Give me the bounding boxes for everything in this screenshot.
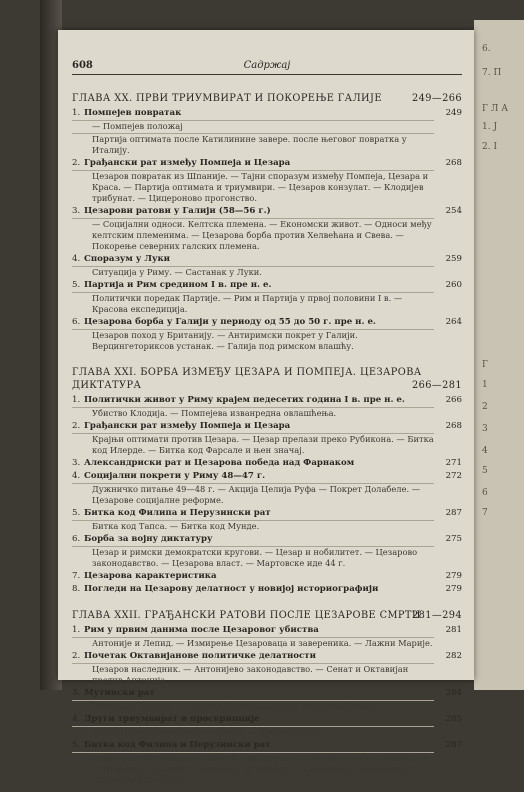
toc-entry-heading-row [72,688,462,699]
section-number: 6. [72,317,81,327]
section-number: 5. [72,508,81,518]
section-title: Споразум у Луки [84,254,171,264]
section-page-number: 279 [445,571,462,581]
section-subtopics: Битка код Мутине. — Сенат и Октавијан после Мутинске битке. [72,700,434,712]
toc-entry-heading-row [72,206,462,217]
adjacent-page-text: 2 [482,402,488,412]
section-subtopics: Дужничко питање 49—48 г. — Акција Целија Руфа — Покрет Долабеле. — Цезарове социјалне реформе. [72,483,434,506]
running-title: Садржај [243,60,291,71]
section-title: Битка код Филипа и Перузински рат [84,508,271,518]
chapter-title: ГЛАВА XX. ПРВИ ТРИУМВИРАТ И ПОКОРЕЊЕ ГАЛИЈЕ [72,93,382,104]
section-page-number: 284 [445,688,462,698]
section-page-number: 271 [445,458,462,468]
section-title: Грађански рат између Помпеја и Цезара [84,421,291,431]
section-page-number: 260 [445,280,462,290]
section-subtopics: Антоније и Лепид. — Измирење Цезароваца и завереника. — Лажни Марије. [72,637,434,649]
section-page-number: 254 [445,206,462,216]
toc-entry-heading-row [72,625,462,636]
adjacent-page-text: 4 [482,446,488,456]
toc-entry-heading-row [72,571,462,582]
section-number: 3. [72,688,81,698]
section-title: Цезарова борба у Галији у периоду од 55 до 50 г. пре н. е. [84,317,376,327]
toc-entry-heading-row [72,395,462,406]
section-title: Александриски рат и Цезарова победа над Фарнаком [84,458,355,468]
toc-entry [72,688,462,712]
toc-entry [72,108,462,156]
toc-entry [72,584,462,595]
section-title: Почетак Октавијанове политичке делатности [84,651,316,661]
toc-entry-heading-row [72,254,462,265]
section-subtopics: Битка код Тапса. — Битка код Мунде. [72,520,434,532]
toc-entry [72,534,462,569]
adjacent-page-text: 7 [482,508,488,518]
toc-entry-heading-row [72,317,462,328]
section-title: Цезарови ратови у Галији (58—56 г.) [84,206,271,216]
toc-entry-heading-row [72,534,462,545]
section-number: 2. [72,651,81,661]
section-number: 4. [72,471,81,481]
section-title: Рим у првим данима после Цезаровог убиства [84,625,319,635]
toc-entry [72,471,462,506]
section-subtopics: Крајњи оптимати против Цезара. — Цезар прелази преко Рубикона. — Битка код Илерде. — Битка код Фарсале и њен значај. [72,433,434,456]
toc-entry-heading-row [72,508,462,519]
section-page-number: 268 [445,421,462,431]
section-subtopics: Убиство Клодија. — Помпејева изванредна овлашћења. [72,407,434,419]
toc-entry [72,740,462,786]
section-page-number: 268 [445,158,462,168]
chapter-title: ГЛАВА XXI. БОРБА ИЗМЕЂУ ЦЕЗАРА И ПОМПЕЈА. ЦЕЗАРОВА ДИКТАТУРА [72,367,422,391]
section-page-number: 266 [445,395,462,405]
toc-entry [72,625,462,649]
chapter-page-range: 266—281 [412,380,462,391]
section-number: 8. [72,584,81,594]
toc-entry [72,280,462,315]
chapter-page-range: 281—294 [412,610,462,621]
section-subtopics: Цезар и римски демократски кругови. — Цезар и нобилитет. — Цезарово законодавство. — Цезарова власт. — Мартовске иде 44 г. [72,546,434,569]
section-subtopics: Политички поредак Партије. — Рим и Партија у првој половини I в. — Красова експедиција. [72,292,434,315]
toc-entry-heading-row [72,714,462,725]
section-subtopics: Цезаров поход у Британију. — Антиримски покрет у Галији. Верцингеториксов устанак. — Галија под римском влашћу. [72,329,434,352]
adjacent-page-text: 1 [482,380,488,390]
section-number: 4. [72,714,81,724]
section-page-number: 264 [445,317,462,327]
toc-entry [72,421,462,456]
section-title: Грађански рат између Помпеја и Цезара [84,158,291,168]
toc-entry [72,395,462,419]
chapter-page-range: 249—266 [412,93,462,104]
section-page-number: 287 [445,508,462,518]
section-number: 2. [72,158,81,168]
toc-entry-heading-row [72,421,462,432]
adjacent-page [474,20,524,690]
section-title: Мутински рат [84,688,155,698]
chapter-spacer [72,788,462,792]
section-subtopics: Ситуација у Риму. — Састанак у Луки. [72,266,434,278]
section-subtopics: Цезаров наследник. — Антонијево законодавство. — Сенат и Октавијан против Антонија. [72,663,434,686]
section-page-number: 281 [445,625,462,635]
section-subtopics: Tres viri rei publicae constituendae. — Проскрипције. [72,726,434,738]
adjacent-page-text: 3 [482,424,488,434]
section-title: Социјални покрети у Риму 48—47 г. [84,471,266,481]
section-number: 1. [72,625,81,635]
section-page-number: 279 [445,584,462,594]
toc-entry [72,714,462,738]
section-number: 4. [72,254,81,264]
chapter-spacer [72,597,462,601]
toc-entry-heading-row [72,584,462,595]
section-page-number: 282 [445,651,462,661]
adjacent-page-text: 6 [482,488,488,498]
adjacent-page-text: Г Л А [482,104,509,114]
section-subtopics: — Помпејев положај [72,120,434,132]
toc-entry-heading-row [72,471,462,482]
chapter-heading [72,366,462,392]
section-number: 6. [72,534,81,544]
toc-entry-heading-row [72,651,462,662]
section-page-number: 272 [445,471,462,481]
toc-entry [72,651,462,686]
section-number: 1. [72,108,81,118]
adjacent-page-text: 6. [482,44,491,54]
section-number: 5. [72,740,81,750]
adjacent-page-text: 7. П [482,68,502,78]
page-header [72,58,462,75]
section-number: 3. [72,206,81,216]
adjacent-page-text: 2. І [482,142,498,152]
section-title: Помпејев повратак [84,108,182,118]
toc-entry-heading-row [72,108,462,119]
adjacent-page-text: 1. Ј [482,122,498,132]
section-number: 3. [72,458,81,468]
toc-entry [72,571,462,582]
section-title: Борба за војну диктатуру [84,534,213,544]
table-of-contents [72,84,462,792]
section-page-number: 287 [445,740,462,750]
toc-entry [72,317,462,352]
toc-entry [72,158,462,204]
toc-entry [72,254,462,278]
adjacent-page-text: 5 [482,466,488,476]
section-page-number: 285 [445,714,462,724]
chapter-spacer [72,354,462,358]
toc-entry-heading-row [72,458,462,469]
section-page-number: 275 [445,534,462,544]
section-subtopics: Порез републиканаца. — Смрт Касија Брута. — Подела италског земљишта. — Немири у Италији. — Антоније на Истоку. — Споразум у Брундизију. — Споразум у Путеоли. [72,752,434,786]
section-title: Цезарова карактеристика [84,571,217,581]
page-number: 608 [72,60,93,71]
section-title: Политички живот у Риму крајем педесетих година I в. пре н. е. [84,395,405,405]
section-number: 7. [72,571,81,581]
section-title: Погледи на Цезарову делатност у новијој историографији [84,584,379,594]
toc-entry-heading-row [72,740,462,751]
section-subtopics: — Социјални односи. Келтска племена. — Економски живот. — Односи међу келтским племенима. — Цезарова борба против Хелвећана и Свева. — Покорење северних галских племена. [72,218,434,252]
section-subtopics: Партија оптимата после Катилинине завере. после његовог повратка у Италију. [72,133,434,156]
section-title: Партија и Рим средином I в. пре н. е. [84,280,272,290]
toc-entry-heading-row [72,280,462,291]
section-page-number: 259 [445,254,462,264]
section-subtopics: Цезаров повратак из Шпаније. — Тајни споразум између Помпеја, Цезара и Краса. — Партија оптимата и триумвири. — Цезаров конзулат. — Клодијев трибунат. — Цицероново прогонство. [72,170,434,204]
section-page-number: 249 [445,108,462,118]
toc-entry [72,508,462,532]
book-page [58,30,474,785]
chapter-heading [72,92,462,105]
section-number: 5. [72,280,81,290]
toc-entry [72,458,462,469]
section-number: 1. [72,395,81,405]
toc-entry [72,206,462,252]
toc-entry-heading-row [72,158,462,169]
chapter-title: ГЛАВА XXII. ГРАЂАНСКИ РАТОВИ ПОСЛЕ ЦЕЗАРОВЕ СМРТИ [72,610,421,621]
chapter-heading [72,609,462,622]
section-title: Битка код Филипа и Перузински рат [84,740,271,750]
section-number: 2. [72,421,81,431]
adjacent-page-text: Г [482,360,488,370]
section-title: Други триумвират и проскрипције [84,714,260,724]
